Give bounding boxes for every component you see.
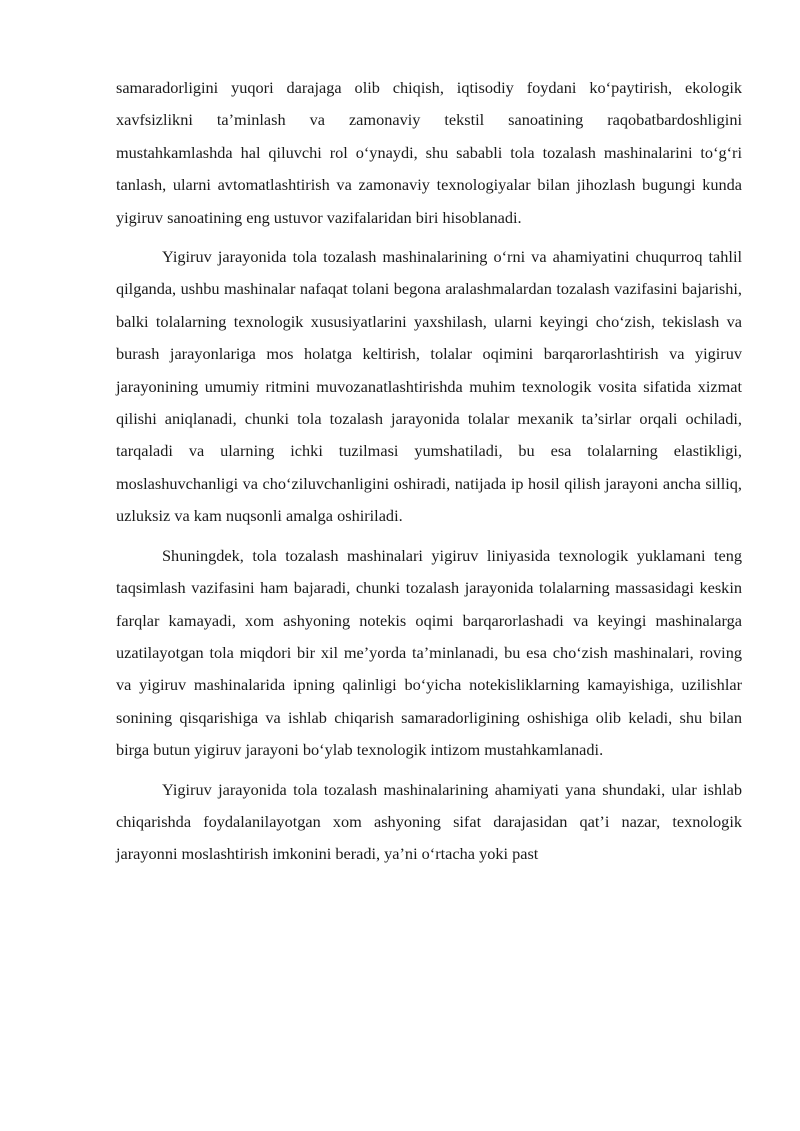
paragraph-continuation: samaradorligini yuqori darajaga olib chiqish, iqtisodiy foydani ko‘paytirish, ekologik xavfsizlikni ta’minlash va zamonaviy tekstil sanoatining raqobatbardoshligini mustahkamlashda hal qiluvchi rol o‘ynaydi, shu sababli tola tozalash mashinalarini to‘g‘ri tanlash, ularni avtomatlashtirish va zamonaviy texnologiyalar bilan jihozlash bugungi kunda yigiruv sanoatining eng ustuvor vazifalaridan biri hisoblanadi. <box>116 78 742 227</box>
document-body <box>116 72 742 878</box>
paragraph-load-distribution: Shuningdek, tola tozalash mashinalari yigiruv liniyasida texnologik yuklamani teng taqsimlash vazifasini ham bajaradi, chunki tozalash jarayonida tolalarning massasidagi keskin farqlar kamayadi, xom ashyoning notekis oqimi barqarorlashadi va keyingi mashinalarga uzatilayotgan tola miqdori bir xil me’yorda ta’minlanadi, bu esa cho‘zish mashinalari, roving va yigiruv mashinalarida ipning qalinligi bo‘yicha notekisliklarning kamayishiga, uzilishlar sonining qisqarishiga va ishlab chiqarish samaradorligining oshishiga olib keladi, shu bilan birga butun yigiruv jarayoni bo‘ylab texnologik intizom mustahkamlanadi. <box>116 545 742 760</box>
paragraph-role-of-cleaning-machines: Yigiruv jarayonida tola tozalash mashinalarining o‘rni va ahamiyatini chuqurroq tahlil qilganda, ushbu mashinalar nafaqat tolani begona aralashmalardan tozalash vazifasini bajarishi, balki tolalarning texnologik xususiyatlarini yaxshilash, ularni keyingi cho‘zish, tekislash va burash jarayonlariga mos holatga keltirish, tolalar oqimini barqarorlashtirish va yigiruv jarayonining umumiy ritmini muvozanatlashtirishda muhim texnologik vosita sifatida xizmat qilishi aniqlanadi, chunki tola tozalash jarayonida tolalar mexanik ta’sirlar orqali ochiladi, tarqaladi va ularning ichki tuzilmasi yumshatiladi, bu esa tolalarning elastikligi, moslashuvchanligi va cho‘ziluvchanligini oshiradi, natijada ip hosil qilish jarayoni ancha silliq, uzluksiz va kam nuqsonli amalga oshiriladi. <box>116 247 742 526</box>
paragraph-raw-material-adaptation: Yigiruv jarayonida tola tozalash mashinalarining ahamiyati yana shundaki, ular ishlab chiqarishda foydalanilayotgan xom ashyoning sifat darajasidan qat’i nazar, texnologik jarayonni moslashtirish imkonini beradi, ya’ni o‘rtacha yoki past <box>116 779 742 864</box>
